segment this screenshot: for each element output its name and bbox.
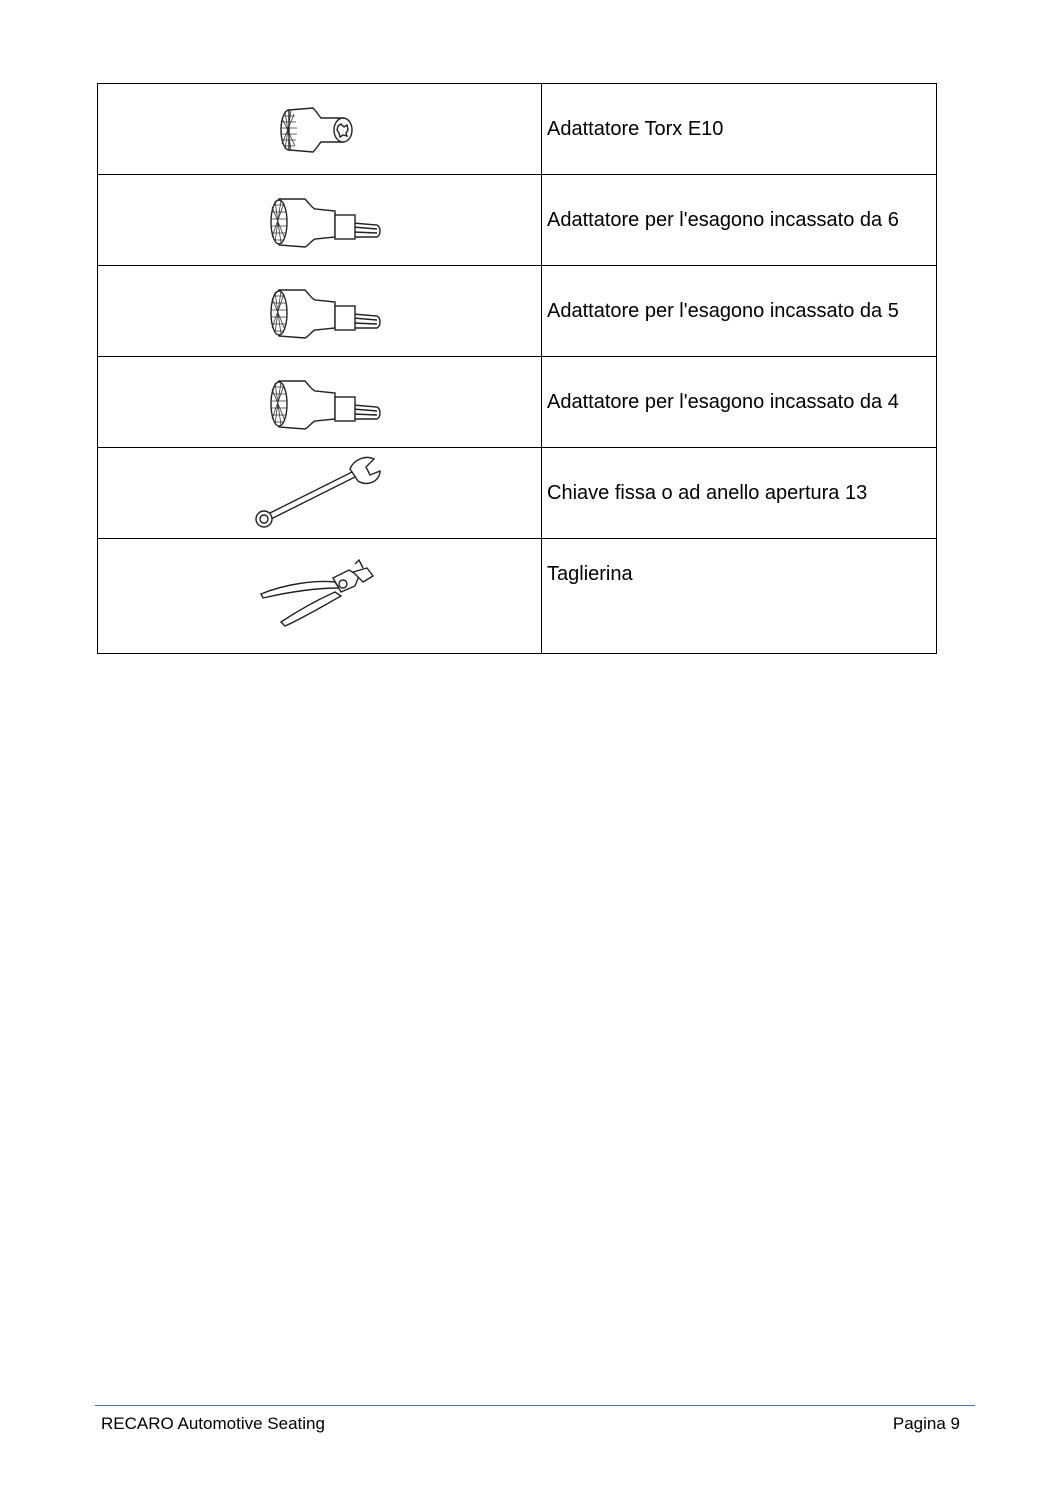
tool-image-cell [98,448,542,539]
footer-company: RECARO Automotive Seating [101,1414,325,1433]
table-row [98,266,937,357]
tools-table [97,83,937,654]
tool-image-cell [98,84,542,175]
tool-image-cell [98,175,542,266]
table-row [98,448,937,539]
hex-bit-socket-icon [255,276,385,346]
hex-bit-socket-icon [255,367,385,437]
footer-page-number: Pagina 9 [892,1414,960,1433]
tool-label: Adattatore Torx E10 [542,84,937,175]
tool-image-cell [98,357,542,448]
tool-label: Adattatore per l'esagono incassato da 6 [542,175,937,266]
tool-label: Adattatore per l'esagono incassato da 4 [542,357,937,448]
torx-socket-icon [265,94,375,164]
tool-label: Taglierina [542,539,937,654]
combination-wrench-icon [250,453,390,533]
tool-label: Adattatore per l'esagono incassato da 5 [542,266,937,357]
table-row [98,539,937,654]
footer-divider [95,1405,975,1406]
table-row [98,84,937,175]
table-row [98,175,937,266]
table-row [98,357,937,448]
end-cutter-pliers-icon [255,556,385,636]
tool-label: Chiave fissa o ad anello apertura 13 [542,448,937,539]
tool-image-cell [98,539,542,654]
tool-image-cell [98,266,542,357]
hex-bit-socket-icon [255,185,385,255]
